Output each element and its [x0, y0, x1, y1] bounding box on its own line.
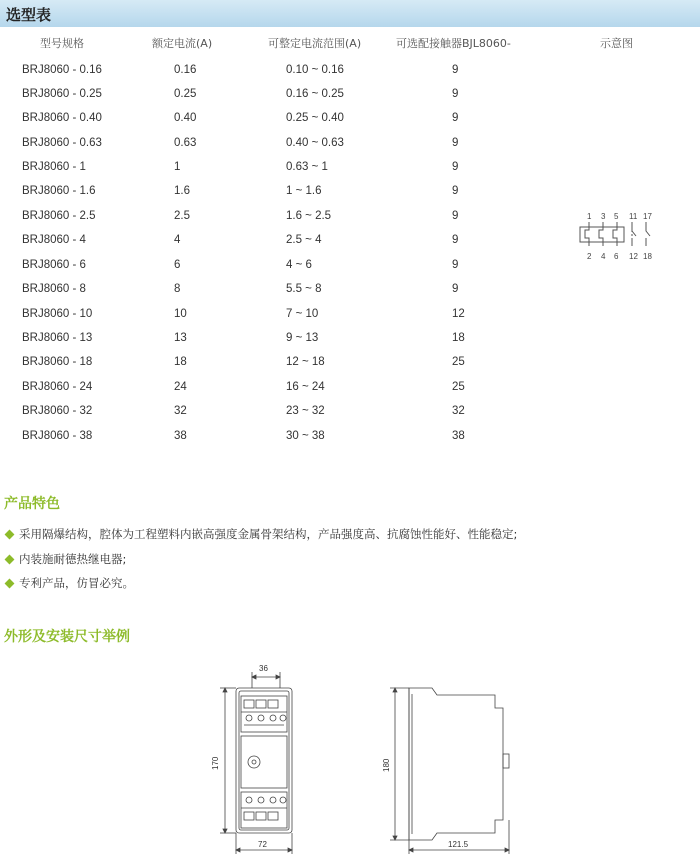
feature-text: 内装施耐德热继电器; [19, 552, 127, 566]
dim-side-height: 180 [382, 758, 391, 772]
cell-range: 7 ~ 10 [286, 308, 319, 320]
feature-text: 专利产品，仿冒必究。 [19, 576, 134, 590]
cell-range: 30 ~ 38 [286, 430, 325, 442]
cell-range: 1 ~ 1.6 [286, 185, 322, 197]
cell-range: 4 ~ 6 [286, 259, 312, 271]
cell-contactor: 12 [452, 308, 465, 320]
cell-range: 12 ~ 18 [286, 356, 325, 368]
cell-range: 23 ~ 32 [286, 405, 325, 417]
cell-rated: 24 [174, 381, 187, 393]
no-contact [646, 222, 650, 246]
schematic-top-label: 11 [629, 212, 638, 221]
cell-range: 0.10 ~ 0.16 [286, 64, 344, 76]
cell-rated: 18 [174, 356, 187, 368]
cell-model: BRJ8060 - 10 [22, 308, 93, 320]
cell-range: 5.5 ~ 8 [286, 283, 322, 295]
diamond-bullet-icon [5, 554, 15, 564]
cell-contactor: 9 [452, 234, 459, 246]
feature-item [4, 551, 126, 567]
col-header-diagram: 示意图 [600, 37, 633, 50]
schematic-bottom-label: 4 [601, 252, 606, 261]
cell-model: BRJ8060 - 18 [22, 356, 93, 368]
cell-contactor: 9 [452, 283, 459, 295]
schematic-bottom-label: 18 [643, 252, 652, 261]
cell-model: BRJ8060 - 13 [22, 332, 93, 344]
section-title-selection: 选型表 [6, 6, 52, 24]
schematic-top-label: 5 [614, 212, 619, 221]
col-header-model: 型号规格 [40, 37, 84, 50]
cell-rated: 8 [174, 283, 181, 295]
cell-rated: 0.40 [174, 112, 197, 124]
col-header-contactor: 可选配接触器BJL8060- [396, 37, 511, 50]
front-view [220, 672, 292, 854]
cell-range: 1.6 ~ 2.5 [286, 210, 332, 222]
cell-model: BRJ8060 - 1 [22, 161, 86, 173]
cell-model: BRJ8060 - 1.6 [22, 185, 96, 197]
schematic-bottom-label: 12 [629, 252, 638, 261]
cell-model: BRJ8060 - 0.16 [22, 64, 102, 76]
cell-model: BRJ8060 - 4 [22, 234, 86, 246]
col-header-rated: 额定电流(A) [152, 37, 213, 50]
diamond-bullet-icon [5, 578, 15, 588]
cell-rated: 2.5 [174, 210, 190, 222]
diamond-bullet-icon [5, 529, 15, 539]
cell-range: 0.63 ~ 1 [286, 161, 328, 173]
cell-contactor: 9 [452, 210, 459, 222]
cell-contactor: 9 [452, 88, 459, 100]
cell-rated: 10 [174, 308, 187, 320]
cell-contactor: 9 [452, 64, 459, 76]
cell-contactor: 9 [452, 161, 459, 173]
cell-contactor: 9 [452, 185, 459, 197]
cell-model: BRJ8060 - 24 [22, 381, 93, 393]
cell-contactor: 38 [452, 430, 465, 442]
dimension-drawing [0, 650, 700, 864]
cell-model: BRJ8060 - 32 [22, 405, 93, 417]
cell-rated: 13 [174, 332, 187, 344]
cell-contactor: 25 [452, 356, 465, 368]
cell-rated: 0.16 [174, 64, 197, 76]
side-view [390, 688, 509, 854]
dim-front-height: 170 [211, 756, 220, 770]
cell-contactor: 32 [452, 405, 465, 417]
cell-contactor: 25 [452, 381, 465, 393]
schematic-top-label: 17 [643, 212, 652, 221]
cell-contactor: 9 [452, 137, 459, 149]
dimensions-title: 外形及安装尺寸举例 [4, 629, 130, 645]
dim-front-width: 72 [258, 840, 267, 849]
cell-model: BRJ8060 - 0.40 [22, 112, 102, 124]
cell-model: BRJ8060 - 6 [22, 259, 86, 271]
cell-model: BRJ8060 - 8 [22, 283, 86, 295]
cell-rated: 1 [174, 161, 181, 173]
cell-range: 0.16 ~ 0.25 [286, 88, 344, 100]
schematic-bottom-label: 2 [587, 252, 592, 261]
schematic-bottom-label: 6 [614, 252, 619, 261]
schematic-top-label: 1 [587, 212, 592, 221]
nc-contact [632, 222, 636, 246]
cell-rated: 0.63 [174, 137, 197, 149]
cell-range: 0.40 ~ 0.63 [286, 137, 344, 149]
cell-rated: 32 [174, 405, 187, 417]
cell-rated: 1.6 [174, 185, 190, 197]
cell-contactor: 9 [452, 259, 459, 271]
feature-text: 采用隔爆结构，腔体为工程塑料内嵌高强度金属骨架结构，产品强度高、抗腐蚀性能好、性能稳定; [19, 527, 518, 541]
cell-contactor: 9 [452, 112, 459, 124]
cell-rated: 0.25 [174, 88, 197, 100]
cell-range: 2.5 ~ 4 [286, 234, 322, 246]
cell-range: 9 ~ 13 [286, 332, 319, 344]
schematic-top-label: 3 [601, 212, 606, 221]
wiring-schematic [570, 208, 660, 264]
cell-rated: 38 [174, 430, 187, 442]
cell-model: BRJ8060 - 0.63 [22, 137, 102, 149]
cell-rated: 4 [174, 234, 181, 246]
cell-model: BRJ8060 - 38 [22, 430, 93, 442]
cell-range: 16 ~ 24 [286, 381, 325, 393]
cell-rated: 6 [174, 259, 181, 271]
feature-item [4, 575, 134, 591]
features-title: 产品特色 [4, 496, 60, 512]
cell-model: BRJ8060 - 2.5 [22, 210, 96, 222]
section-banner [0, 0, 700, 27]
col-header-range: 可整定电流范围(A) [268, 37, 362, 50]
dim-side-depth: 121.5 [448, 840, 469, 849]
dim-front-top-width: 36 [259, 664, 268, 673]
cell-range: 0.25 ~ 0.40 [286, 112, 344, 124]
cell-contactor: 18 [452, 332, 465, 344]
cell-model: BRJ8060 - 0.25 [22, 88, 102, 100]
feature-item [4, 526, 517, 542]
